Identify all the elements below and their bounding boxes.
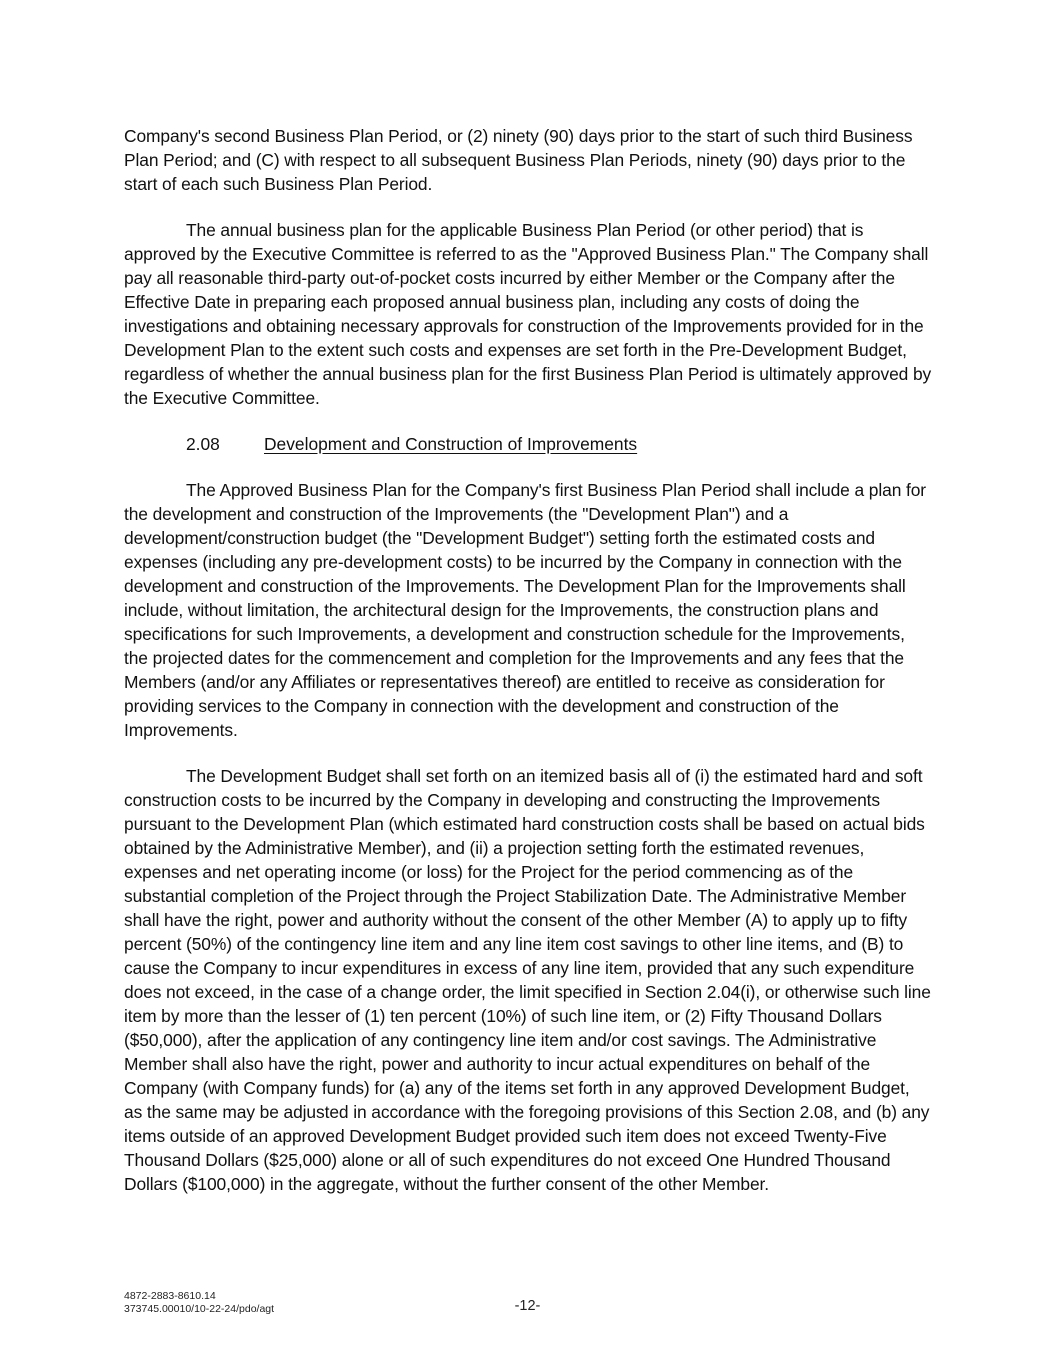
footer-matter-reference: 373745.00010/10-22-24/pdo/agt <box>124 1303 275 1315</box>
paragraph-approved-business-plan: The annual business plan for the applicable Business Plan Period (or other period) that is approved by the Executive Committee is referred to as the "Approved Business Plan." The Company shall pay all reasonable third-party out-of-pocket costs incurred by either Member or the Company after the Effective Date in preparing each proposed annual business plan, including any costs of doing the investigations and obtaining necessary approvals for construction of the Improvements provided for in the Development Plan to the extent such costs and expenses are set forth in the Pre-Development Budget, regardless of whether the annual business plan for the first Business Plan Period is ultimately approved by the Executive Committee. <box>124 220 932 408</box>
section-heading <box>124 432 932 456</box>
section-title: Development and Construction of Improvements <box>264 434 638 454</box>
page-number: -12- <box>514 1298 541 1314</box>
paragraph-business-plan-period-deadlines: Company's second Business Plan Period, or (2) ninety (90) days prior to the start of such third Business Plan Period; and (C) with respect to all subsequent Business Plan Periods, ninety (90) days prior to the start of each such Business Plan Period. <box>124 126 913 194</box>
section-number: 2.08 <box>186 434 220 454</box>
document-body <box>124 124 932 1218</box>
footer-doc-number: 4872-2883-8610.14 <box>124 1290 216 1302</box>
paragraph-development-budget: The Development Budget shall set forth on an itemized basis all of (i) the estimated hard and soft construction costs to be incurred by the Company in developing and constructing the Improvements pursuant to the Development Plan (which estimated hard construction costs shall be based on actual bids obtained by the Administrative Member), and (ii) a projection setting forth the estimated revenues, expenses and net operating income (or loss) for the Project for the period commencing as of the substantial completion of the Project through the Project Stabilization Date. The Administrative Member shall have the right, power and authority without the consent of the other Member (A) to apply up to fifty percent (50%) of the contingency line item and any line item cost savings to other line items, and (B) to cause the Company to incur expenditures in excess of any line item, provided that any such expenditure does not exceed, in the case of a change order, the limit specified in Section 2.04(i), or otherwise such line item by more than the lesser of (1) ten percent (10%) of such line item, or (2) Fifty Thousand Dollars ($50,000), after the application of any contingency line item and/or cost savings. The Administrative Member shall also have the right, power and authority to incur actual expenditures on behalf of the Company (with Company funds) for (a) any of the items set forth in any approved Development Budget, as the same may be adjusted in accordance with the foregoing provisions of this Section 2.08, and (b) any items outside of an approved Development Budget provided such item does not exceed Twenty-Five Thousand Dollars ($25,000) alone or all of such expenditures do not exceed One Hundred Thousand Dollars ($100,000) in the aggregate, without the further consent of the other Member. <box>124 766 931 1194</box>
paragraph-development-plan: The Approved Business Plan for the Company's first Business Plan Period shall include a plan for the development and construction of the Improvements (the "Development Plan") and a development/construction budget (the "Development Budget") setting forth the estimated costs and expenses (including any pre-development costs) to be incurred by the Company in connection with the development and construction of the Improvements. The Development Plan for the Improvements shall include, without limitation, the architectural design for the Improvements, the construction plans and specifications for such Improvements, a development and construction schedule for the Improvements, the projected dates for the commencement and completion for the Improvements and any fees that the Members (and/or any Affiliates or representatives thereof) are entitled to receive as consideration for providing services to the Company in connection with the development and construction of the Improvements. <box>124 480 926 740</box>
